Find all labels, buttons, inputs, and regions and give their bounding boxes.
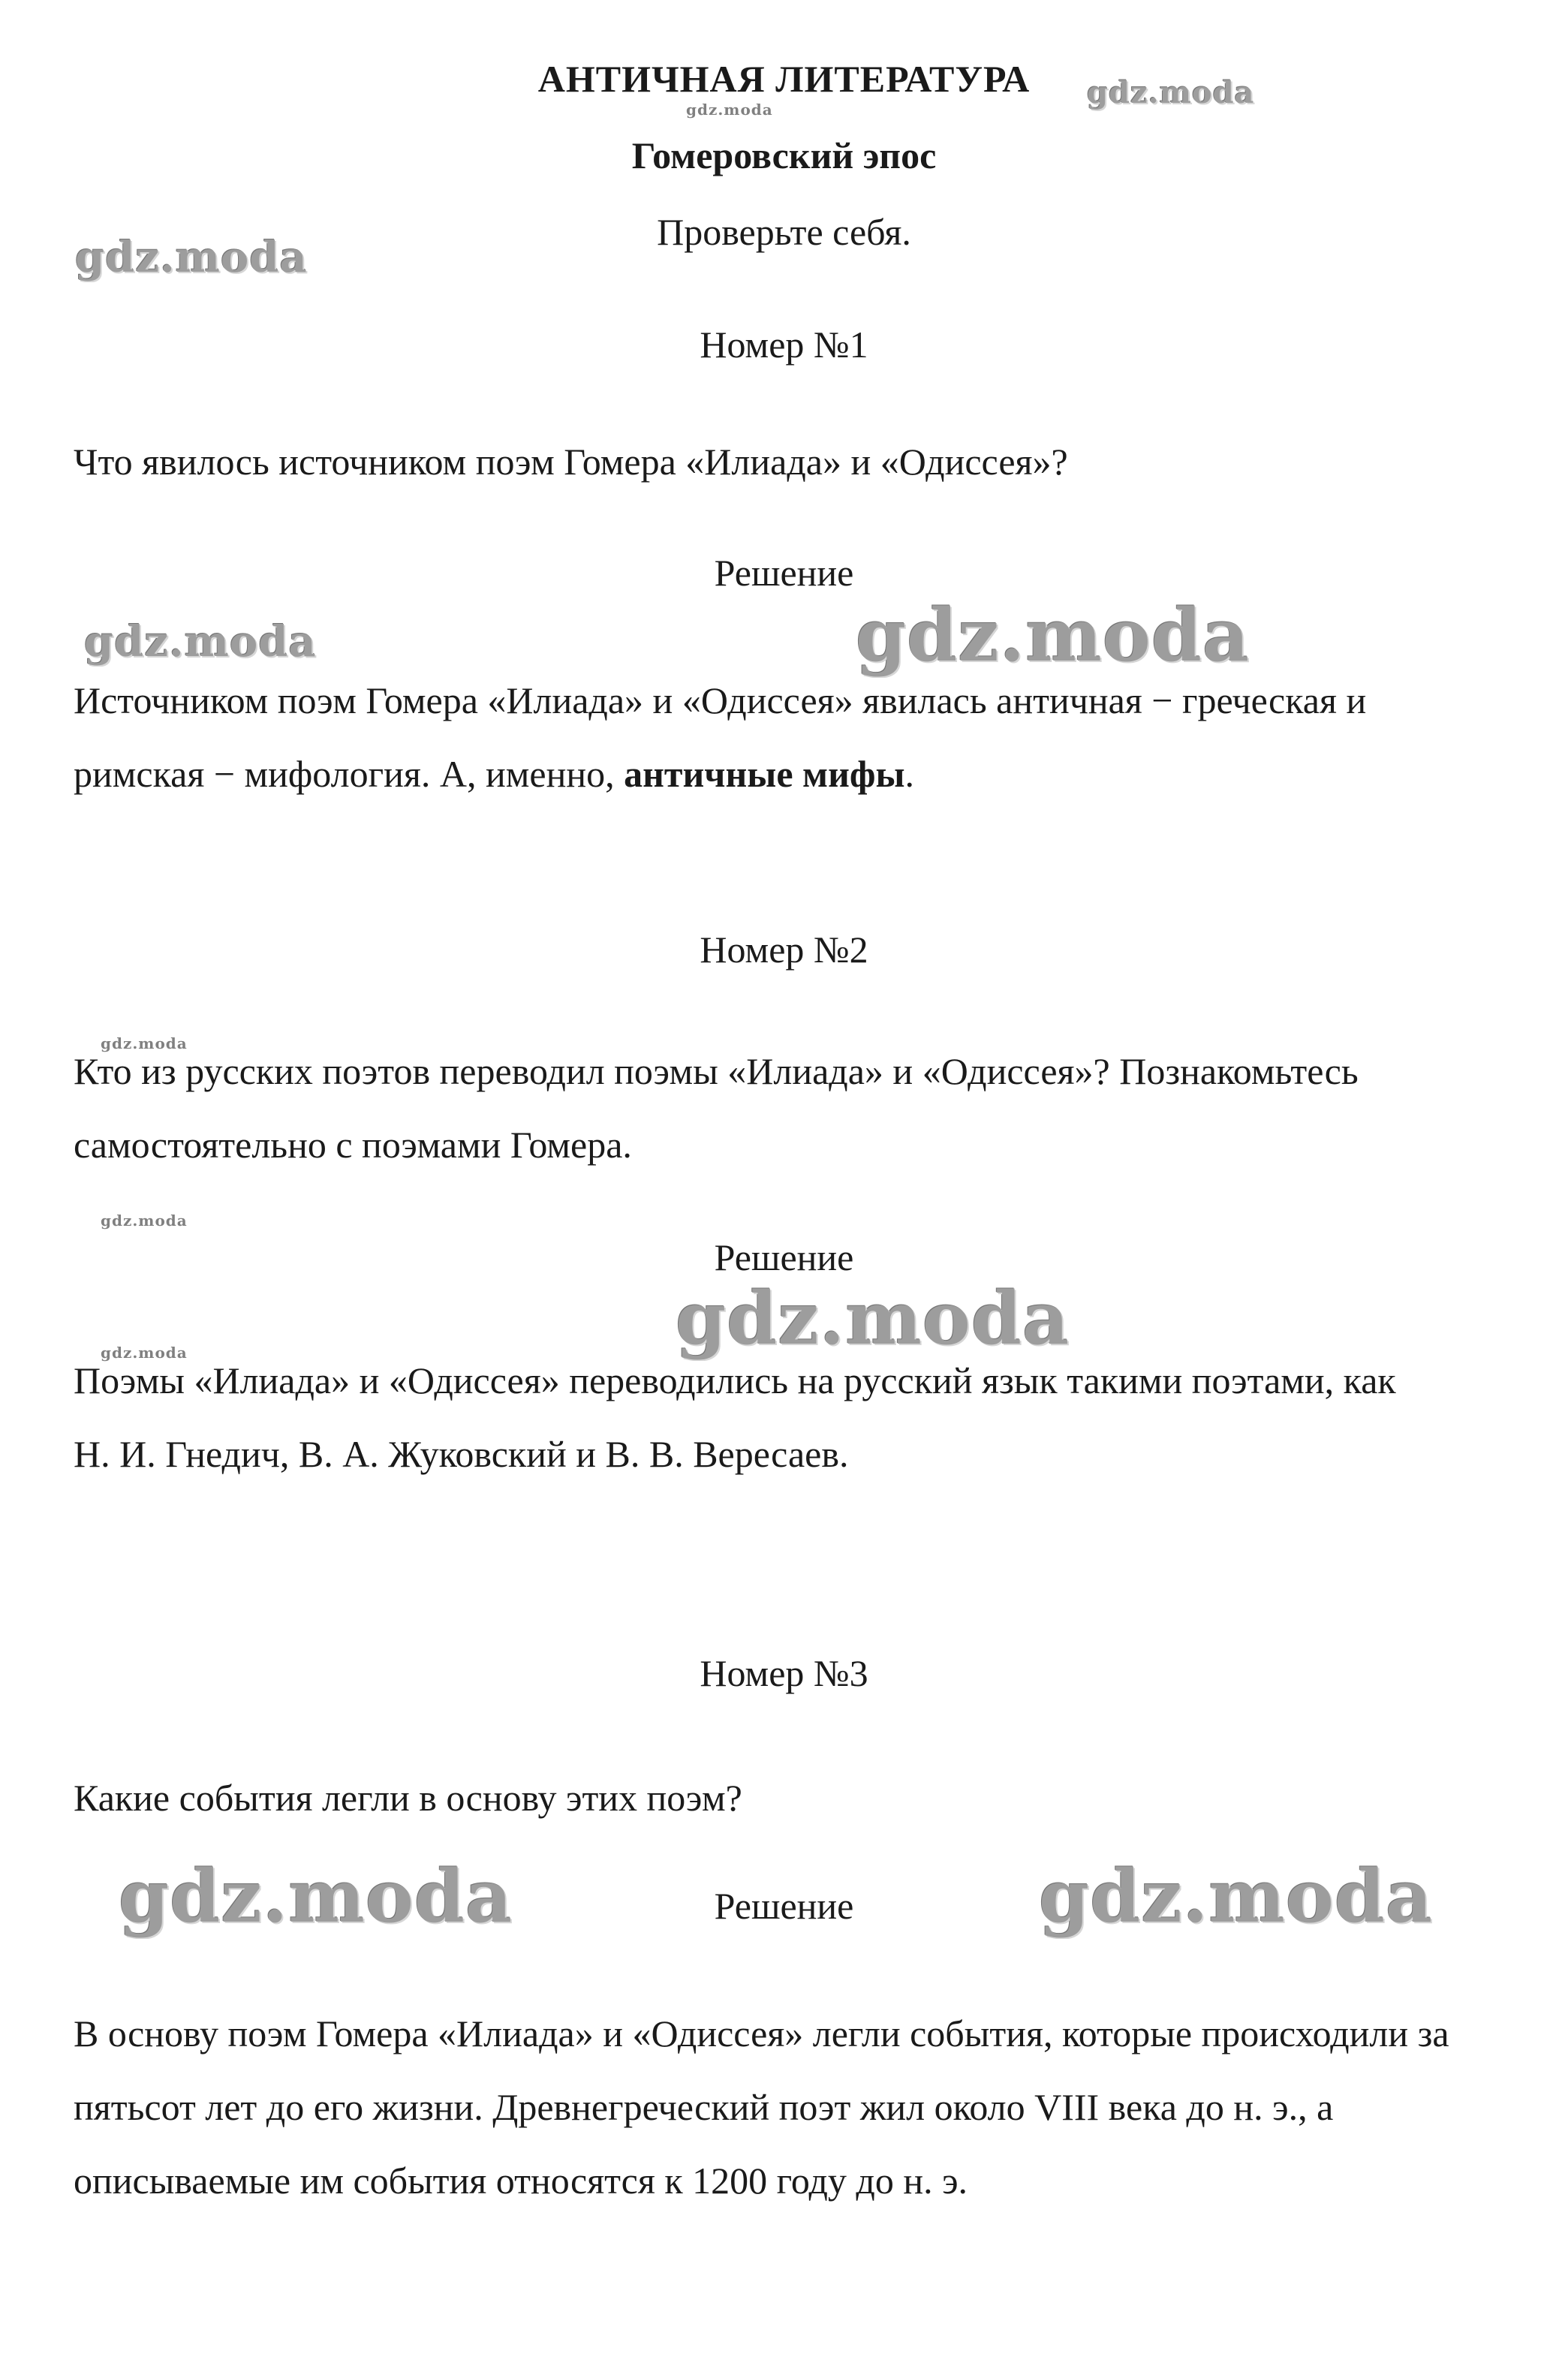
watermark: gdz.moda (119, 1854, 513, 1939)
answer-1-bold: античные мифы (624, 753, 905, 795)
watermark: gdz.moda (676, 1276, 1070, 1361)
question-1-solution-label: Решение (714, 552, 854, 594)
check-yourself-heading: Проверьте себя. (657, 211, 911, 253)
watermark: gdz.moda (101, 1212, 188, 1230)
answer-1-end: . (904, 753, 915, 795)
question-2-answer: Поэмы «Илиада» и «Одиссея» переводились на русский язык такими поэтами, как Н. И. Гнедич, В. А. Жуковский и В. В. Вересаев. (74, 1359, 1396, 1475)
question-3-answer: В основу поэм Гомера «Илиада» и «Одиссея» легли события, которые происходили за пятьсот лет до его жизни. Древнегреческий поэт жил около VIII века до н. э., а описываемые им события относятся к 1200 году до н. э. (74, 2012, 1449, 2202)
watermark: gdz.moda (1039, 1854, 1434, 1939)
question-1-answer (74, 664, 1485, 811)
question-1-number: Номер №1 (700, 324, 868, 366)
section-subtitle: Гомеровский эпос (631, 134, 937, 176)
watermark: gdz.moda (75, 233, 308, 282)
answer-1-text: Источником поэм Гомера «Илиада» и «Одиссея» явилась античная − греческая и римская − мифология. А, именно, (74, 679, 1367, 795)
watermark: gdz.moda (686, 101, 773, 119)
question-3-text: Какие события легли в основу этих поэм? (74, 1777, 742, 1819)
watermark: gdz.moda (84, 617, 317, 667)
watermark: gdz.moda (101, 1344, 188, 1362)
watermark: gdz.moda (101, 1034, 188, 1052)
question-2-text: Кто из русских поэтов переводил поэмы «Илиада» и «Одиссея»? Познакомьтесь самостоятельно с поэмами Гомера. (74, 1050, 1359, 1166)
question-2-solution-label: Решение (714, 1236, 854, 1278)
question-1-text: Что явилось источником поэм Гомера «Илиада» и «Одиссея»? (74, 441, 1068, 483)
watermark: gdz.moda (1087, 75, 1255, 110)
question-2-number: Номер №2 (700, 929, 868, 971)
watermark: gdz.moda (856, 593, 1250, 678)
question-3-number: Номер №3 (700, 1652, 868, 1694)
question-3-solution-label: Решение (714, 1885, 854, 1927)
page-title: АНТИЧНАЯ ЛИТЕРАТУРА (537, 58, 1031, 100)
